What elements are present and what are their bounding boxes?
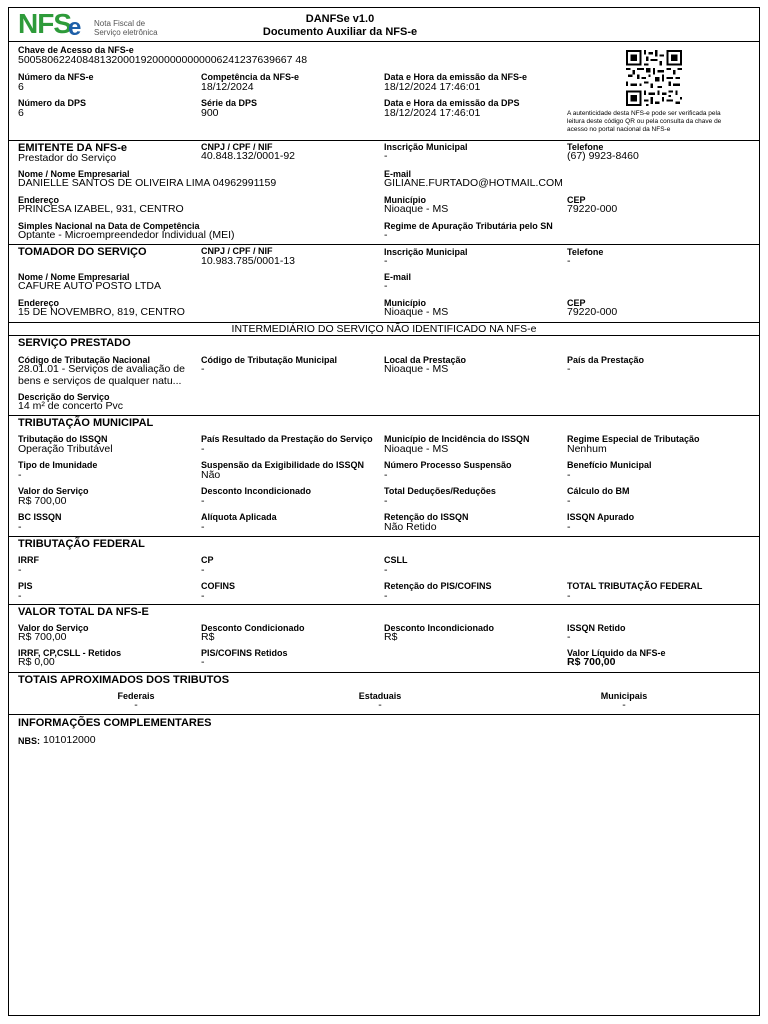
emissao-label: Data e Hora da emissão da NFS-e (384, 72, 528, 82)
trib-benef-label: Benefício Municipal (567, 460, 652, 470)
serie-label: Série da DPS (201, 98, 258, 108)
servico-title: SERVIÇO PRESTADO (18, 337, 131, 349)
trib-regime-label: Regime Especial de Tributação (567, 434, 700, 444)
emitente-regime-label: Regime de Apuração Tributária pelo SN (384, 221, 553, 231)
tomador-mun: Nioaque - MS (384, 306, 449, 318)
emitente-mun-label: Município (384, 195, 426, 205)
fed-cofins: - (201, 590, 205, 602)
qr-code-icon (626, 50, 682, 106)
totais-fed: - (134, 699, 138, 711)
emitente-end-label: Endereço (18, 195, 60, 205)
trib-imun: - (18, 469, 22, 481)
competencia-value: 18/12/2024 (201, 81, 254, 93)
vt-dinc: R$ (384, 631, 398, 643)
servico-cod-nac-label: Código de Tributação Nacional (18, 355, 151, 365)
vt-liq-label: Valor Líquido da NFS-e (567, 648, 666, 658)
tomador-email-label: E-mail (384, 272, 412, 282)
vt-valor: R$ 700,00 (18, 631, 67, 643)
fed-cp-label: CP (201, 555, 214, 565)
vt-pis-label: PIS/COFINS Retidos (201, 648, 288, 658)
emitente-cnpj-label: CNPJ / CPF / NIF (201, 142, 273, 152)
servico-local: Nioaque - MS (384, 363, 449, 375)
intermediario-note: INTERMEDIÁRIO DO SERVIÇO NÃO IDENTIFICADO NA NFS-e (231, 323, 537, 335)
vt-dinc-label: Desconto Incondicionado (384, 623, 495, 633)
vt-irrf-label: IRRF, CP,CSLL - Retidos (18, 648, 122, 658)
dps-label: Número da DPS (18, 98, 87, 108)
fed-total: - (567, 590, 571, 602)
trib-calc: - (567, 495, 571, 507)
servico-pais: - (567, 363, 571, 375)
trib-value: Operação Tributável (18, 443, 113, 455)
tomador-mun-label: Município (384, 298, 426, 308)
trib-deduc: - (384, 495, 388, 507)
numero-value: 6 (18, 81, 24, 93)
totais-mun: - (622, 699, 626, 711)
fed-pis: - (18, 590, 22, 602)
servico-cod-mun-label: Código de Tributação Municipal (201, 355, 338, 365)
qr-note: A autenticidade desta NFS-e pode ser verificada pela leitura deste código QR ou pela consulta da chave de acesso no portal nacional da NFS-e (567, 110, 722, 133)
vt-irrf: R$ 0,00 (18, 656, 55, 668)
emitente-cep: 79220-000 (567, 203, 618, 215)
emitente-nome: DANIELLE SANTOS DE OLIVEIRA LIMA 04962991159 (18, 177, 277, 189)
servico-cod-nac-2: bens e serviços de qualquer natu... (18, 375, 182, 387)
tomador-end: 15 DE NOVEMBRO, 819, CENTRO (18, 306, 185, 318)
tomador-end-label: Endereço (18, 298, 60, 308)
trib-ret: Não Retido (384, 521, 437, 533)
logo-sub1: Nota Fiscal de (94, 19, 146, 28)
trib-mun: Nioaque - MS (384, 443, 449, 455)
doc-title: DANFSe v1.0 (305, 13, 375, 25)
chave-value: 50058062240848132000192000000000006241237639667 48 (18, 54, 308, 66)
numero-label: Número da NFS-e (18, 72, 94, 82)
tomador-nome: CAFURE AUTO POSTO LTDA (18, 280, 161, 292)
trib-valor-label: Valor do Serviço (18, 486, 89, 496)
tomador-im: - (384, 255, 388, 267)
trib-label: Tributação do ISSQN (18, 434, 108, 444)
emissao-value: 18/12/2024 17:46:01 (384, 81, 481, 93)
vt-issret: - (567, 631, 571, 643)
emitente-cnpj: 40.848.132/0001-92 (201, 150, 296, 162)
fed-pis-label: PIS (18, 581, 33, 591)
servico-local-label: Local da Prestação (384, 355, 467, 365)
tomador-im-label: Inscrição Municipal (384, 247, 468, 257)
valor-total-title: VALOR TOTAL DA NFS-E (18, 606, 149, 618)
emitente-cep-label: CEP (567, 195, 586, 205)
emitente-im-label: Inscrição Municipal (384, 142, 468, 152)
trib-benef: - (567, 469, 571, 481)
trib-pais: - (201, 443, 205, 455)
trib-pais-label: País Resultado da Prestação do Serviço (201, 434, 373, 444)
totais-fed-label: Federais (117, 691, 155, 701)
dps-value: 6 (18, 107, 24, 119)
trib-aliq-label: Alíquota Aplicada (201, 512, 277, 522)
trib-regime: Nenhum (567, 443, 607, 455)
trib-bc-label: BC ISSQN (18, 512, 62, 522)
totais-mun-label: Municipais (600, 691, 648, 701)
trib-valor: R$ 700,00 (18, 495, 67, 507)
logo-e: e (68, 14, 82, 41)
nbs-label: NBS: (18, 736, 40, 746)
vt-issret-label: ISSQN Retido (567, 623, 626, 633)
competencia-label: Competência da NFS-e (201, 72, 300, 82)
trib-desc-label: Desconto Incondicionado (201, 486, 312, 496)
fed-ret: - (384, 590, 388, 602)
trib-imun-label: Tipo de Imunidade (18, 460, 98, 470)
trib-deduc-label: Total Deduções/Reduções (384, 486, 496, 496)
fed-ret-label: Retenção do PIS/COFINS (384, 581, 492, 591)
tomador-nome-label: Nome / Nome Empresarial (18, 272, 130, 282)
trib-calc-label: Cálculo do BM (567, 486, 630, 496)
totais-est: - (378, 699, 382, 711)
fed-csll: - (384, 564, 388, 576)
emitente-im: - (384, 150, 388, 162)
servico-pais-label: País da Prestação (567, 355, 645, 365)
trib-ret-label: Retenção do ISSQN (384, 512, 469, 522)
emitente-nome-label: Nome / Nome Empresarial (18, 169, 130, 179)
fed-irrf-label: IRRF (18, 555, 39, 565)
emitente-end: PRINCESA IZABEL, 931, CENTRO (18, 203, 184, 215)
trib-mun-label: Município de Incidência do ISSQN (384, 434, 530, 444)
logo-text: NFS (18, 8, 71, 39)
tomador-title: TOMADOR DO SERVIÇO (18, 246, 147, 258)
trib-mun-title: TRIBUTAÇÃO MUNICIPAL (18, 417, 154, 429)
emissao-dps-value: 18/12/2024 17:46:01 (384, 107, 481, 119)
servico-cod-mun: - (201, 363, 205, 375)
vt-pis: - (201, 656, 205, 668)
fed-csll-label: CSLL (384, 555, 408, 565)
emitente-email: GILIANE.FURTADO@HOTMAIL.COM (384, 177, 563, 189)
totais-title: TOTAIS APROXIMADOS DOS TRIBUTOS (18, 674, 230, 686)
tomador-cnpj: 10.983.785/0001-13 (201, 255, 296, 267)
trib-aliq: - (201, 521, 205, 533)
emissao-dps-label: Data e Hora da emissão da DPS (384, 98, 520, 108)
trib-susp: Não (201, 469, 221, 481)
servico-cod-nac-1: 28.01.01 - Serviços de avaliação de (18, 363, 185, 375)
totais-est-label: Estaduais (358, 691, 402, 701)
nbs-value: 101012000 (43, 734, 96, 746)
fed-total-label: TOTAL TRIBUTAÇÃO FEDERAL (567, 581, 703, 591)
servico-desc-label: Descrição do Serviço (18, 392, 110, 402)
tomador-email: - (384, 280, 388, 292)
servico-desc: 14 m² de concerto Pvc (18, 400, 124, 412)
fed-irrf: - (18, 564, 22, 576)
tomador-cep-label: CEP (567, 298, 586, 308)
trib-apur: - (567, 521, 571, 533)
trib-susp-label: Suspensão da Exigibilidade do ISSQN (201, 460, 365, 470)
emitente-title: EMITENTE DA NFS-e (18, 142, 127, 154)
tomador-tel-label: Telefone (567, 247, 604, 257)
trib-apur-label: ISSQN Apurado (567, 512, 635, 522)
trib-desc: - (201, 495, 205, 507)
serie-value: 900 (201, 107, 219, 119)
trib-fed-title: TRIBUTAÇÃO FEDERAL (18, 538, 145, 550)
vt-valor-label: Valor do Serviço (18, 623, 89, 633)
emitente-email-label: E-mail (384, 169, 412, 179)
fed-cp: - (201, 564, 205, 576)
emitente-tel-label: Telefone (567, 142, 604, 152)
info-title: INFORMAÇÕES COMPLEMENTARES (18, 717, 212, 729)
emitente-simples: Optante - Microempreendedor Individual (MEI) (18, 229, 235, 241)
emitente-simples-label: Simples Nacional na Data de Competência (18, 221, 200, 231)
vt-dcond-label: Desconto Condicionado (201, 623, 305, 633)
tomador-tel: - (567, 255, 571, 267)
emitente-regime: - (384, 229, 388, 241)
doc-subtitle: Documento Auxiliar da NFS-e (262, 26, 418, 38)
emitente-subtitle: Prestador do Serviço (18, 152, 117, 164)
vt-dcond: R$ (201, 631, 215, 643)
trib-bc: - (18, 521, 22, 533)
trib-proc: - (384, 469, 388, 481)
emitente-tel: (67) 9923-8460 (567, 150, 639, 162)
trib-proc-label: Número Processo Suspensão (384, 460, 512, 470)
tomador-cnpj-label: CNPJ / CPF / NIF (201, 246, 273, 256)
vt-liq: R$ 700,00 (567, 656, 616, 668)
emitente-mun: Nioaque - MS (384, 203, 449, 215)
tomador-cep: 79220-000 (567, 306, 618, 318)
fed-cofins-label: COFINS (201, 581, 236, 591)
logo-sub2: Serviço eletrônica (94, 28, 158, 37)
chave-label: Chave de Acesso da NFS-e (18, 45, 134, 55)
